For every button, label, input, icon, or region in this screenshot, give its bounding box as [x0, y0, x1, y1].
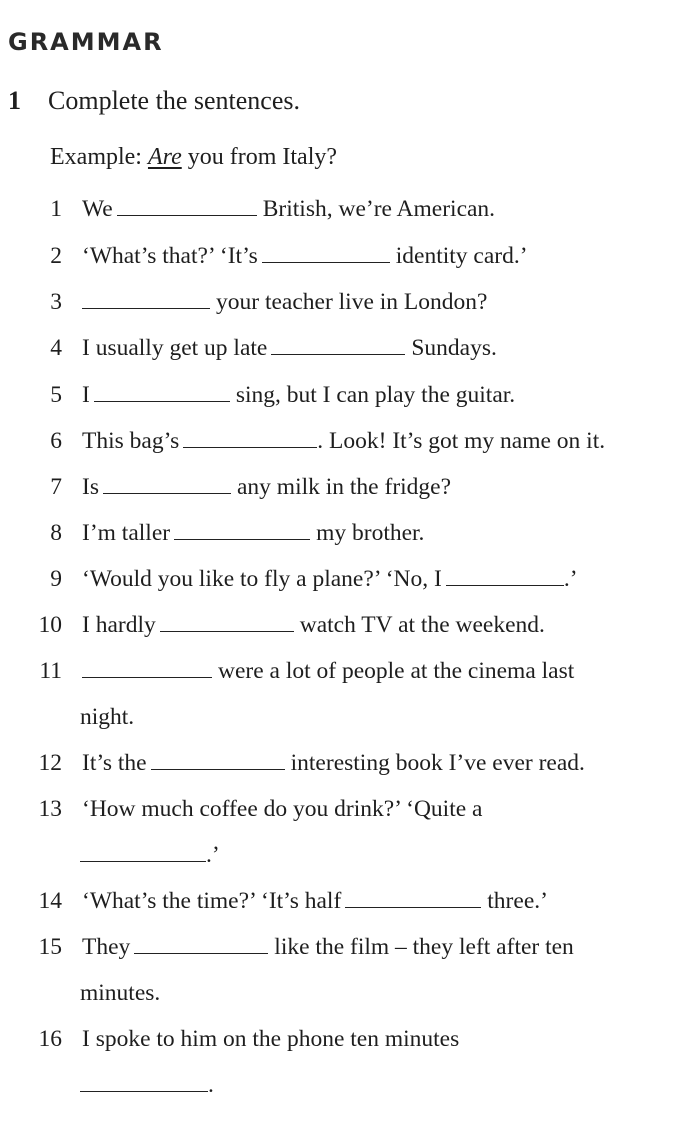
sentence-before: ‘What’s the time?’ ‘It’s half	[82, 888, 342, 914]
example-label: Example:	[50, 144, 142, 170]
item-number: 6	[50, 428, 62, 454]
item-number: 14	[38, 888, 62, 914]
answer-blank[interactable]	[271, 354, 405, 355]
sentence-after: identity card.’	[395, 243, 528, 269]
exercise-number: 1	[8, 86, 21, 115]
answer-blank[interactable]	[103, 493, 231, 494]
sentence-before: Is	[82, 474, 99, 500]
sentence-before: ‘What’s that?’ ‘It’s	[82, 243, 258, 269]
answer-blank[interactable]	[183, 447, 317, 448]
exercise-instruction	[8, 86, 300, 116]
sentence-before: ‘How much coffee do you drink?’ ‘Quite a	[82, 796, 483, 822]
sentence-before: I’m taller	[82, 520, 171, 546]
sentence-after: Sundays.	[411, 335, 497, 361]
section-heading: GRAMMAR	[8, 28, 164, 56]
sentence-after: . Look! It’s got my name on it.	[317, 428, 606, 454]
sentence-after: British, we’re American.	[262, 196, 496, 222]
sentence-after: like the film – they left after ten	[274, 934, 574, 960]
sentence-before: They	[82, 934, 131, 960]
instruction-text: Complete the sentences.	[48, 86, 300, 115]
sentence-continuation: .’	[206, 842, 220, 868]
item-number: 1	[50, 196, 62, 222]
item-number: 4	[50, 335, 62, 361]
sentence-after: were a lot of people at the cinema last	[218, 658, 575, 684]
sentence-continuation: minutes.	[80, 980, 161, 1006]
item-number: 11	[39, 658, 62, 684]
item-number: 3	[50, 289, 62, 315]
sentence-after: my brother.	[316, 520, 425, 546]
answer-blank[interactable]	[80, 861, 206, 862]
sentence-before: This bag’s	[82, 428, 180, 454]
sentence-before: I spoke to him on the phone ten minutes	[82, 1026, 460, 1052]
answer-blank[interactable]	[82, 677, 212, 678]
sentence-after: .’	[563, 566, 578, 592]
sentence-after: interesting book I’ve ever read.	[290, 750, 585, 776]
answer-blank[interactable]	[160, 631, 294, 632]
item-number: 9	[50, 566, 62, 592]
sentence-after: your teacher live in London?	[216, 289, 488, 315]
answer-blank[interactable]	[80, 1091, 208, 1092]
item-number: 8	[50, 520, 62, 546]
sentence-after: any milk in the fridge?	[236, 474, 452, 500]
sentence-before: We	[82, 196, 113, 222]
answer-blank[interactable]	[117, 215, 257, 216]
item-number: 13	[38, 796, 62, 822]
sentence-before: I hardly	[82, 612, 156, 638]
item-number: 2	[50, 243, 62, 269]
answer-blank[interactable]	[174, 539, 310, 540]
answer-blank[interactable]	[151, 769, 285, 770]
answer-blank[interactable]	[446, 585, 564, 586]
item-number: 15	[38, 934, 62, 960]
sentence-continuation: night.	[80, 704, 135, 730]
item-number: 16	[38, 1026, 62, 1052]
sentence-before: I usually get up late	[82, 335, 268, 361]
answer-blank[interactable]	[345, 907, 481, 908]
sentence-before: It’s the	[82, 750, 147, 776]
sentence-before: I	[82, 382, 90, 408]
answer-blank[interactable]	[262, 262, 390, 263]
example-rest: you from Italy?	[187, 144, 338, 170]
answer-blank[interactable]	[94, 401, 230, 402]
sentence-continuation: .	[208, 1072, 214, 1098]
example-sentence	[50, 144, 337, 171]
item-number: 7	[50, 474, 62, 500]
example-answer: Are	[147, 144, 182, 170]
sentence-after: three.’	[487, 888, 548, 914]
sentence-after: watch TV at the weekend.	[299, 612, 545, 638]
item-number: 12	[38, 750, 62, 776]
item-number: 10	[38, 612, 62, 638]
sentence-before: ‘Would you like to fly a plane?’ ‘No, I	[82, 566, 442, 592]
answer-blank[interactable]	[134, 953, 268, 954]
answer-blank[interactable]	[82, 308, 210, 309]
sentence-after: sing, but I can play the guitar.	[235, 382, 516, 408]
item-number: 5	[50, 382, 62, 408]
